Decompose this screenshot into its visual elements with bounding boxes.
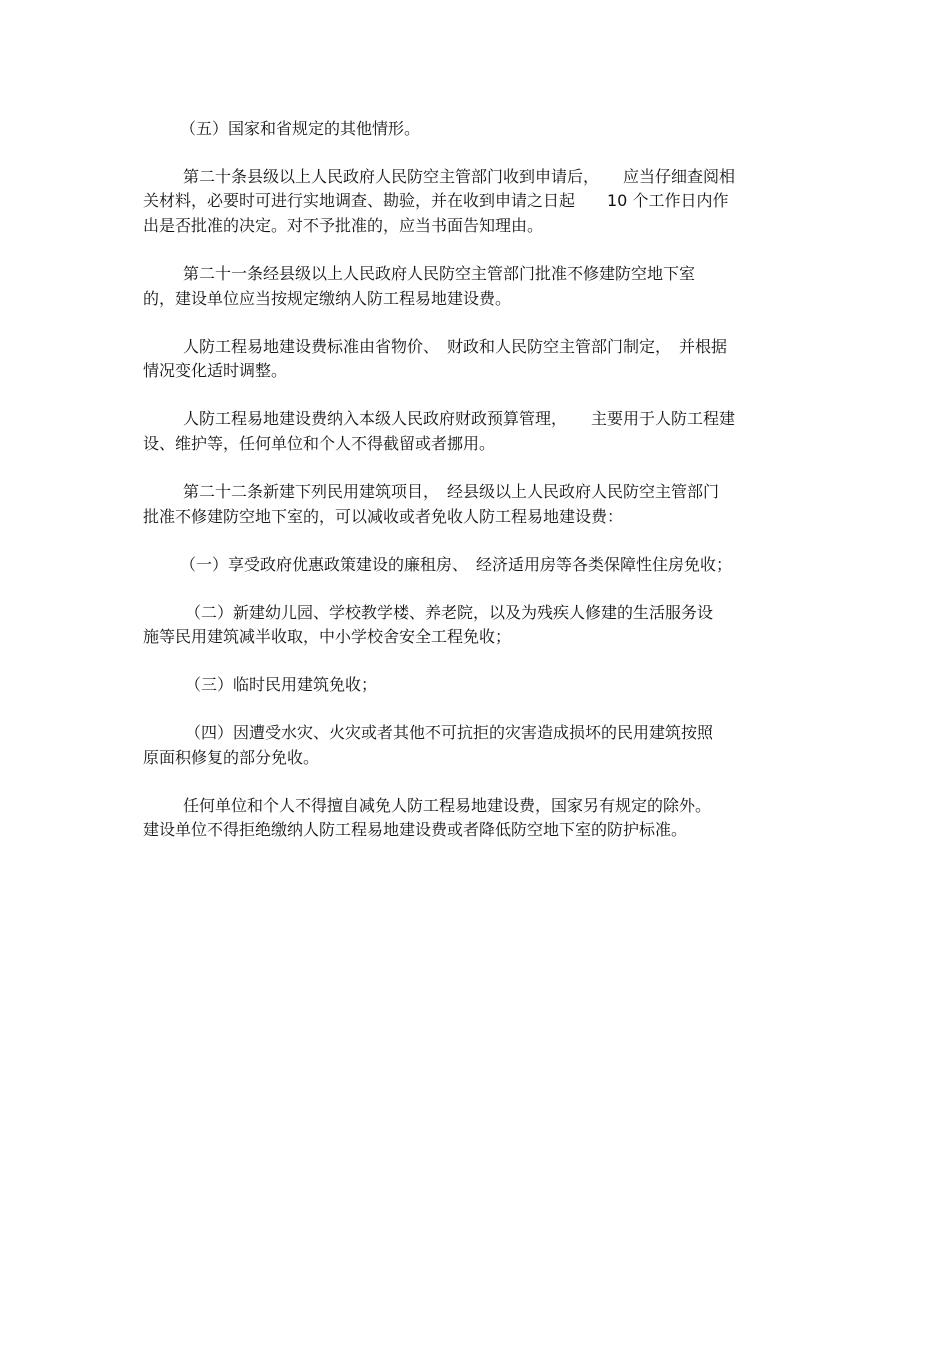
item-1-text: （一）享受政府优惠政策建设的廉租房、 经济适用房等各类保障性住房免收； — [180, 555, 733, 574]
fee-standard-line-2: 情况变化适时调整。 — [143, 361, 288, 380]
item-2-line-1: （二）新建幼儿园、学校教学楼、养老院，以及为残疾人修建的生活服务设 — [185, 603, 714, 622]
closing-line-1: 任何单位和个人不得擅自减免人防工程易地建设费，国家另有规定的除外。 — [183, 796, 712, 815]
item-3-text: （三）临时民用建筑免收； — [185, 675, 378, 694]
article-21-line-2: 的，建设单位应当按规定缴纳人防工程易地建设费。 — [143, 289, 512, 308]
article-20-line-2: 关材料，必要时可进行实地调查、勘验，并在收到申请之日起 10 个工作日内作 — [143, 191, 729, 210]
fee-standard-line-1: 人防工程易地建设费标准由省物价、 财政和人民防空主管部门制定， 并根据 — [183, 337, 728, 356]
item-4-line-1: （四）因遭受水灾、火灾或者其他不可抗拒的灾害造成损坏的民用建筑按照 — [185, 723, 714, 742]
fee-budget-line-2: 设、维护等，任何单位和个人不得截留或者挪用。 — [143, 434, 496, 453]
article-22-line-2: 批准不修建防空地下室的，可以减收或者免收人防工程易地建设费： — [143, 507, 624, 526]
item-5-text: （五）国家和省规定的其他情形。 — [180, 119, 421, 138]
article-20-line-1: 第二十条县级以上人民政府人民防空主管部门收到申请后， 应当仔细查阅相 — [183, 167, 736, 186]
fee-budget-line-1: 人防工程易地建设费纳入本级人民政府财政预算管理， 主要用于人防工程建 — [183, 409, 736, 428]
article-20-line-3: 出是否批准的决定。对不予批准的，应当书面告知理由。 — [143, 216, 544, 235]
article-21-line-1: 第二十一条经县级以上人民政府人民防空主管部门批准不修建防空地下室 — [183, 264, 696, 283]
item-2-line-2: 施等民用建筑减半收取，中小学校舍安全工程免收； — [143, 627, 512, 646]
article-22-line-1: 第二十二条新建下列民用建筑项目， 经县级以上人民政府人民防空主管部门 — [183, 482, 720, 501]
item-4-line-2: 原面积修复的部分免收。 — [143, 748, 320, 767]
closing-line-2: 建设单位不得拒绝缴纳人防工程易地建设费或者降低防空地下室的防护标准。 — [143, 820, 688, 839]
